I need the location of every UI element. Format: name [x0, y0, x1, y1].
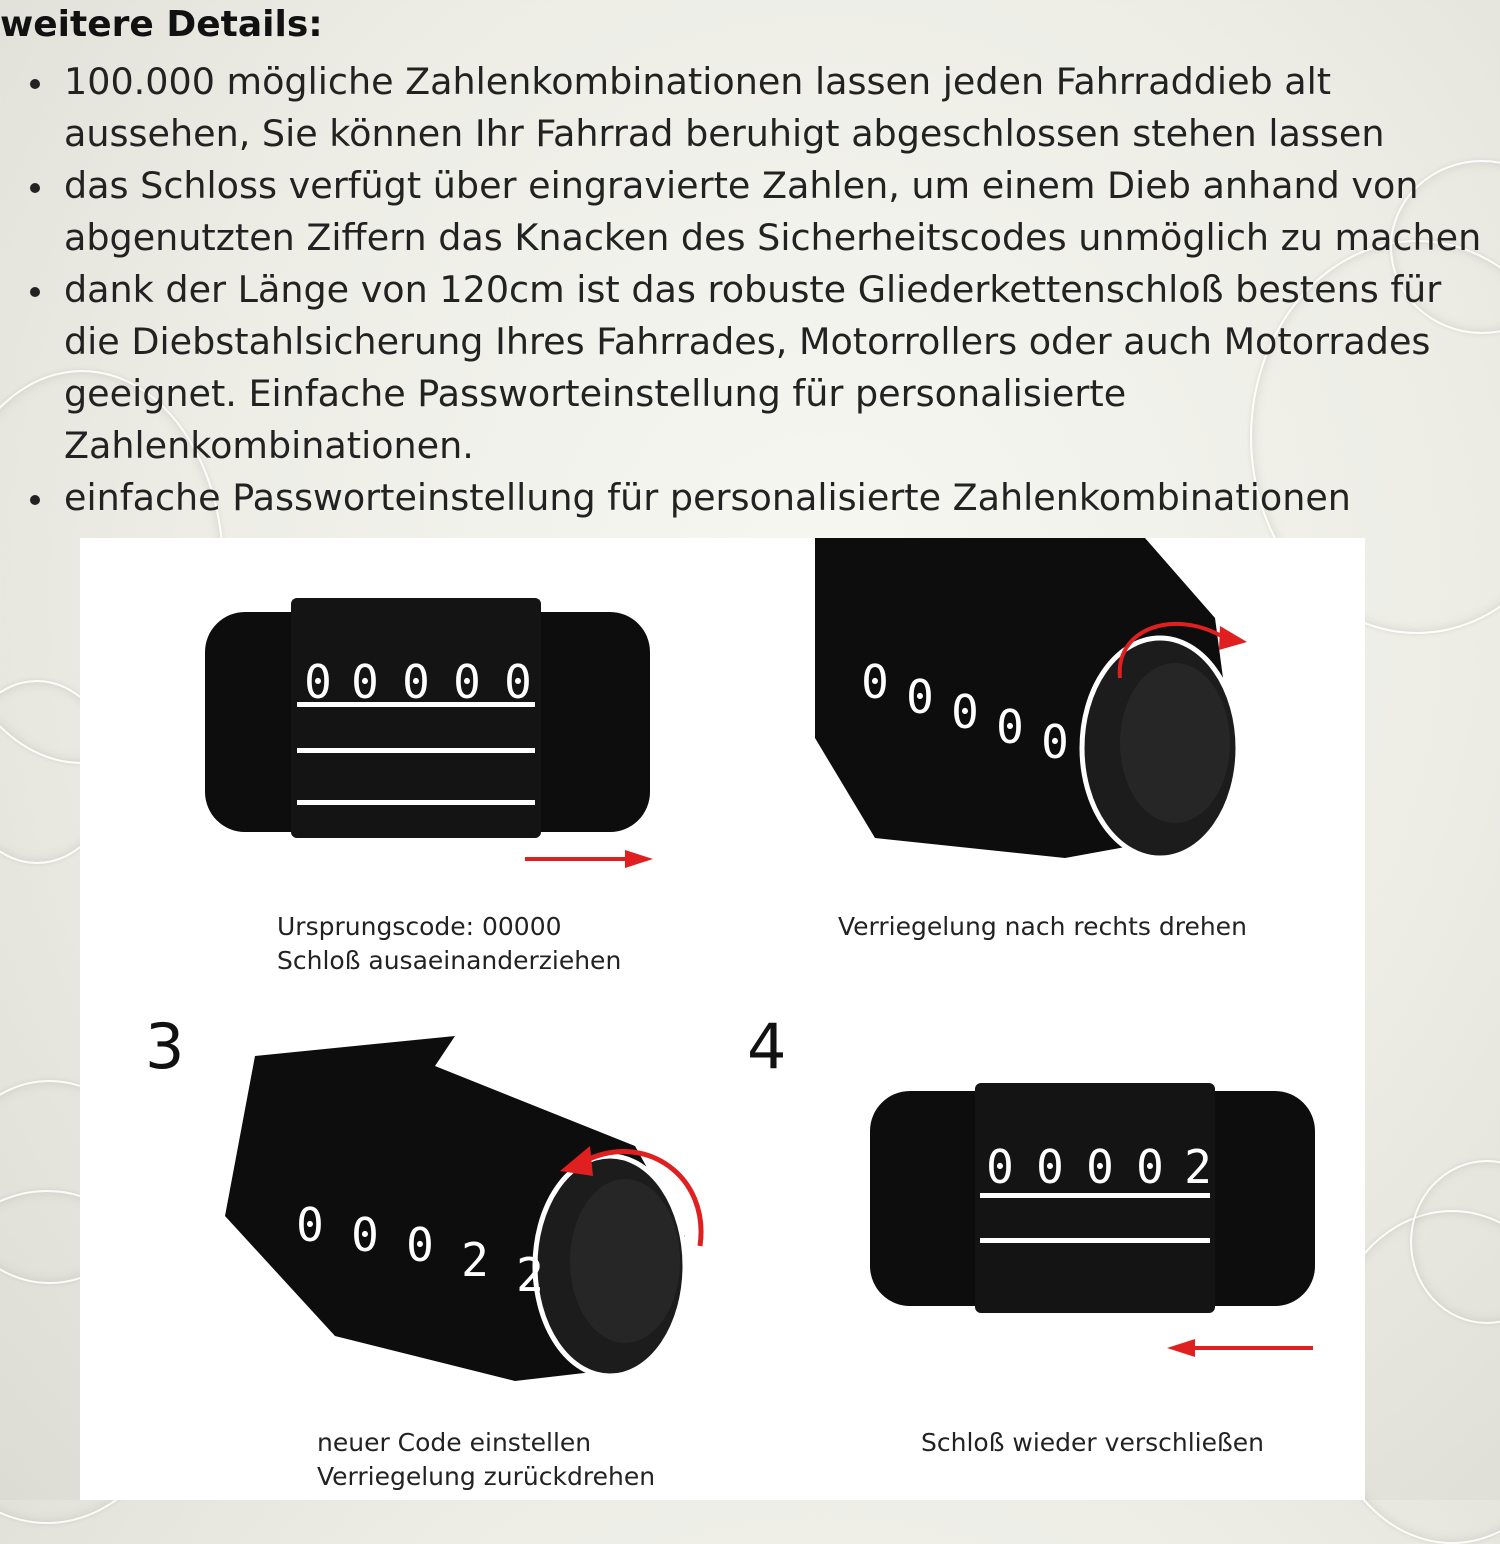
step-number-3: 3 — [145, 1010, 185, 1083]
lock-digit: 0 — [1086, 1140, 1114, 1194]
list-item: dank der Länge von 120cm ist das robuste Gliederkettenschloß bestens für die Diebstahlsicherung Ihres Fahrrades, Motorrollers oder auch Motorrades geeignet. Einfache Passworteinstellung für personalisierte Zahlenkombinationen. — [30, 264, 1490, 472]
lock-digit: 0 — [951, 685, 979, 739]
step-number-4: 4 — [747, 1010, 787, 1083]
step2-caption — [838, 910, 1247, 944]
section-heading: weitere Details: — [0, 4, 323, 45]
lock-digit: 2 — [516, 1248, 544, 1302]
lock-photo-step2 — [815, 538, 1275, 858]
caption-line: Verriegelung zurückdrehen — [317, 1462, 656, 1491]
lock-digit: 0 — [1136, 1140, 1164, 1194]
lock-digit: 0 — [351, 1208, 379, 1262]
caption-line: Schloß ausaeinanderziehen — [277, 946, 622, 975]
lock-photo-step4 — [870, 1083, 1320, 1313]
lock-digit: 2 — [461, 1233, 489, 1287]
lock-digit: 0 — [986, 1140, 1014, 1194]
lock-photo-step3 — [215, 1036, 715, 1396]
lock-digit: 0 — [1036, 1140, 1064, 1194]
step3-caption — [317, 1426, 655, 1494]
lock-digit: 0 — [406, 1218, 434, 1272]
lock-digit: 0 — [906, 670, 934, 724]
instruction-panel — [80, 538, 1365, 1500]
lock-digit: 0 — [996, 700, 1024, 754]
list-item: 100.000 mögliche Zahlenkombinationen lassen jeden Fahrraddieb alt aussehen, Sie können Ihr Fahrrad beruhigt abgeschlossen stehen lassen — [30, 56, 1490, 160]
lock-digit: 0 — [1041, 715, 1069, 769]
arrow-right-icon — [525, 846, 655, 872]
details-list — [30, 56, 1490, 524]
step4-caption — [921, 1426, 1264, 1460]
list-item: das Schloss verfügt über eingravierte Zahlen, um einem Dieb anhand von abgenutzten Ziffern das Knacken des Sicherheitscodes unmöglich zu machen — [30, 160, 1490, 264]
lock-digit: 0 — [504, 655, 532, 709]
lock-digit: 2 — [1184, 1140, 1212, 1194]
lock-digit: 0 — [861, 655, 889, 709]
lock-digit: 0 — [453, 655, 481, 709]
list-item: einfache Passworteinstellung für personalisierte Zahlenkombinationen — [30, 472, 1490, 524]
lock-digit: 0 — [296, 1198, 324, 1252]
arrow-left-icon — [1165, 1335, 1315, 1361]
lock-digit: 0 — [402, 655, 430, 709]
lock-digit: 0 — [304, 655, 332, 709]
caption-line: neuer Code einstellen — [317, 1428, 592, 1457]
lock-photo-step1 — [205, 598, 655, 838]
step1-caption — [277, 910, 621, 978]
caption-line: Schloß wieder verschließen — [921, 1428, 1264, 1457]
lock-digit: 0 — [351, 655, 379, 709]
caption-line: Verriegelung nach rechts drehen — [838, 912, 1247, 941]
caption-line: Ursprungscode: 00000 — [277, 912, 562, 941]
